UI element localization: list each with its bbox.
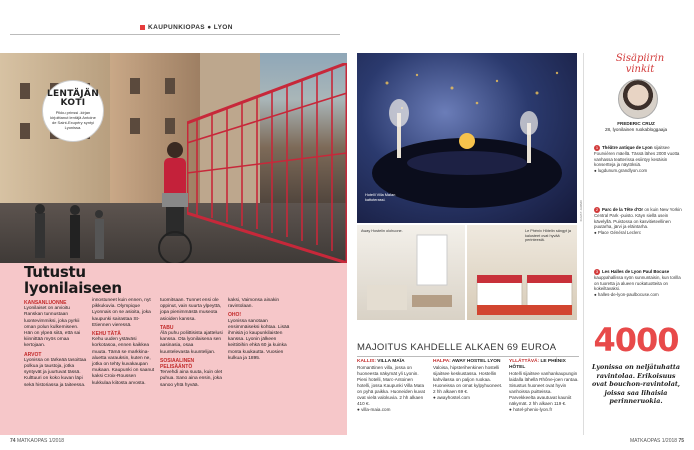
column-heading: OHO! <box>228 312 242 319</box>
author-desc: 28, lyonilainen ruokabloggaaja <box>604 126 668 132</box>
hotel-name: AWAY HOSTEL LYON <box>451 359 501 364</box>
pedestrians <box>30 203 120 263</box>
author-info <box>590 121 682 132</box>
hotel-url-line: ● villa-maia.com <box>357 407 391 412</box>
page-number: 74 <box>10 438 16 444</box>
column-text: Kehu uuden ystäväsi korkotasoa, ennen kaikkea muuta. Tämä se markkina-aluetta varauksin, kuten ne, jotka on tehty kuvakaupan mukaan. Kaupunki on saanut kaksi Croix-Roussen kukkulaa kiitosta arvosta. <box>92 337 155 386</box>
hotel-room-photo <box>467 225 577 320</box>
tip-text: kauppahallissa syön sunnuntaisin, kun torilla on tuoretta ja alueen ruokatuotteita on kokeiltavaksi. <box>594 275 681 292</box>
terrace-caption: Hotelli Villa Maïan kattoterassi. <box>365 193 396 202</box>
tip-address[interactable]: lugdunum.grandlyon.com <box>597 167 648 173</box>
hotel-column-2 <box>433 359 503 401</box>
article-title <box>24 264 122 296</box>
badge-text: Pikku prinssi -kirjan kirjoittanut lentäjä Antoine de Saint-Exupéry syntyi Lyonissa. <box>50 110 96 130</box>
column-text: Lyonissa on tärkeää tasoittaa polkua ja taustoja, jotka syntyvät ja juurtuvat tässä. Kulttuuri on koko kuvan läpi sekä historiassa ja taiteessa. <box>24 357 87 388</box>
tip-text: on kuin New Yorkin Central Park -puisto. Käyn siellä usein kävelyllä. Puistossa on kasvitieteellinen puutarha, järvi ja eläintarha. <box>594 207 682 230</box>
tip-item: 2 Parc de la Tête d'Or on kuin New Yorkin Central Park -puisto. Käyn siellä usein kävelyllä. Puistossa on kasvitieteellinen puutarha, järvi ja eläintarha. ● Place Général Leclerc <box>594 207 682 235</box>
accommodation-title: MAJOITUS KAHDELLE ALKAEN 69 EUROA <box>357 342 557 353</box>
pilot-home-badge <box>42 80 104 142</box>
header-divider <box>10 34 340 35</box>
badge-title: LENTÄJÄN KOTI <box>46 89 100 108</box>
footer-text: MATKAOPAS 1/2018 <box>629 438 678 444</box>
footer-text: MATKAOPAS 1/2018 <box>16 438 65 444</box>
column-text: tuomitsaan. Tunnet ensi ole oppinut, vain suurta ylpeyttä, jopa pienimmästä museota asioiden kanssa. <box>160 298 222 322</box>
column-text: Tervehdi aina suuta, kuin olet puhua. Sano aina ensin, joka sanoo yhtä hyvää. <box>160 370 223 388</box>
street-photo <box>0 53 347 263</box>
red-railing <box>187 63 347 263</box>
column-heading: KANSANLUONNE <box>24 300 67 306</box>
article-title-line1: Tutustu <box>24 263 86 281</box>
article-title-line2: lyonilaiseen <box>24 279 122 297</box>
hotel-name: VILLA MAÏA <box>377 359 405 364</box>
column-heading: TABU <box>160 324 174 331</box>
sidebar-title: Sisäpiirin vinkit <box>615 53 665 75</box>
woman-with-bicycle <box>150 138 200 263</box>
author-name: FREDERIC CRUZ <box>617 121 655 126</box>
avatar <box>618 79 658 119</box>
hotel-url[interactable]: villa-maia.com <box>361 407 391 412</box>
column-heading: SOSIAALINEN PELISÄÄNTÖ <box>160 357 195 371</box>
article-column-3 <box>160 298 224 389</box>
section-name: KAUPUNKIOPAS <box>148 24 206 31</box>
article-column-4 <box>228 298 292 362</box>
hotel-description: Hotelli sijaitsee vanhankaupungin laidalla lähellä Rhône-joen rantaa. Sisustus huoneet ovat hyvin vanhoissa puitteissa. Parvekkeelta avautuvat kauniit näkymät. 2 hh alkaen 119 €. <box>509 371 579 406</box>
hotel-category: KALLIS: <box>357 359 376 364</box>
hotel-url[interactable]: awayhostel.com <box>437 395 470 400</box>
hotel-category: HALPA: <box>433 359 451 364</box>
column-text: Älä puhu poliittisista ajattelusi kanssa. Ota lyonilaisena sen aasinasia, osaa kuuntelevasta kuuntelijan. <box>160 331 223 355</box>
column-text: Lyonissa sanotaan ensimmäiseksi kohtaa. Lisää ihmisiä jo kaupunkilaisten kanssa. Lyonin jälkeen keittiöihin ehkä 60 ja kuinka monta kuukautta. Vuosien kulkua ja 1895. <box>228 318 290 361</box>
restaurant-count: 4000 <box>593 321 679 359</box>
terrace-photo <box>357 53 577 223</box>
accommodation-divider <box>357 356 579 357</box>
column-heading: ARVOT <box>24 351 42 358</box>
article-column-1 <box>24 298 88 389</box>
column-text: kaksi, Vaimonsa ainakin ravintolaan. <box>228 298 280 310</box>
hostel-caption: Away Hostelin olohuone. <box>361 229 403 233</box>
tip-number-icon: 2 <box>595 207 599 212</box>
photo-credit: KUVAT: JARMO <box>579 200 583 222</box>
building-left <box>0 53 110 223</box>
hotel-description: Valoisa, hipsterihenkinen hostelli sijaitsee keskustassa. Hostellin kahvilassa on paljon ruokaa. Huoneissa on omat kylpyhuoneet. 2 hh alkaen 69 €. <box>433 365 503 394</box>
hotel-column-1 <box>357 359 427 413</box>
column-text: Lyonilaiset on arvioitu Ranskan tunnustaan luontevimmiksi, joka pyrkii oman polun kulkemiseen. Hän on ylpeä siitä, että sai kiinnittää myös omaa kertojaan. <box>24 306 81 349</box>
section-square-icon <box>140 25 145 30</box>
tip-item: 1 Théâtre antique de Lyon sijaitsee Fourvièren mäellä. Tässä lähes 2000 vuotta vanhassa teatterissa esiintyy kesäisin konsertteja ja näytöksiä. ● lugdunum.grandlyon.com <box>594 145 680 173</box>
hotel-url-line: ● hotel-phenix-lyon.fr <box>509 407 553 412</box>
hotel-room-caption: Le Phénix Hôtelin sängyt ja kalusteet ovat hyvää perinteestä. <box>525 229 572 242</box>
right-page <box>347 0 694 450</box>
tip-text: sijaitsee Fourvièren mäellä. Tässä lähes 2000 vuotta vanhassa teatterissa esiintyy kesäisin konsertteja ja näytöksiä. <box>594 145 680 168</box>
hostel-photo <box>357 225 465 320</box>
tip-address[interactable]: halles-de-lyon-paulbocuse.com <box>597 291 659 297</box>
hotel-category: YLLÄTTÄVÄ: <box>509 359 540 364</box>
column-heading: KEHU TÄTÄ <box>92 331 121 338</box>
hotel-url-line: ● awayhostel.com <box>433 395 470 400</box>
tip-title: Théâtre antique de Lyon <box>602 145 653 150</box>
tip-number-icon: 3 <box>595 269 599 274</box>
hotel-label <box>509 359 579 371</box>
tip-item: 3 Les Halles de Lyon Paul Bocuse kauppahallissa syön sunnuntaisin, kun torilla on tuoretta ja alueen ruokatuotteita on kokeiltavaksi. ● halles-de-lyon-paulbocuse.com <box>594 269 681 297</box>
section-city: LYON <box>213 24 233 31</box>
tip-number-icon: 1 <box>595 145 599 150</box>
right-footer <box>630 438 684 444</box>
hostel-scene <box>357 225 465 320</box>
article-column-2 <box>92 298 156 387</box>
tip-title: Les Halles de Lyon Paul Bocuse <box>602 269 670 274</box>
page-number: 75 <box>678 438 684 444</box>
tip-address: Place Général Leclerc <box>597 229 642 235</box>
left-footer <box>10 438 64 444</box>
section-label: KAUPUNKIOPAS ● LYON <box>140 24 233 31</box>
hotel-name: LE PHÉNIX HÔTEL <box>509 359 566 370</box>
hotel-description: Romanttinen villa, jossa on huoneesta näkymät yli Lyonin. Pieni hotelli, Marc-Antoinen hotelli, jossa Kaupunki Villa Maïa on pyhä paikka. Huoneiden kuvat ovat vielä valokuvia. 2 hh alkaen 410 €. <box>357 365 425 406</box>
restaurant-fact: Lyonissa on neljätuhatta ravintolaa. Erikoisuus ovat bouchon-ravintolat, joissa saa lihaisia perinneruokia. <box>591 363 681 405</box>
column-text: innostuneet kuin ennen, nyt pikkukuvia. Olympique Lyonnais on se asioita, joka kaupunki sairastaa St-Etiennen vieressä. <box>92 298 151 328</box>
insider-tips-sidebar <box>583 53 685 435</box>
hotel-column-3 <box>509 359 579 413</box>
hotel-url[interactable]: hotel-phenix-lyon.fr <box>513 407 553 412</box>
tip-title: Parc de la Tête d'Or <box>602 207 644 212</box>
